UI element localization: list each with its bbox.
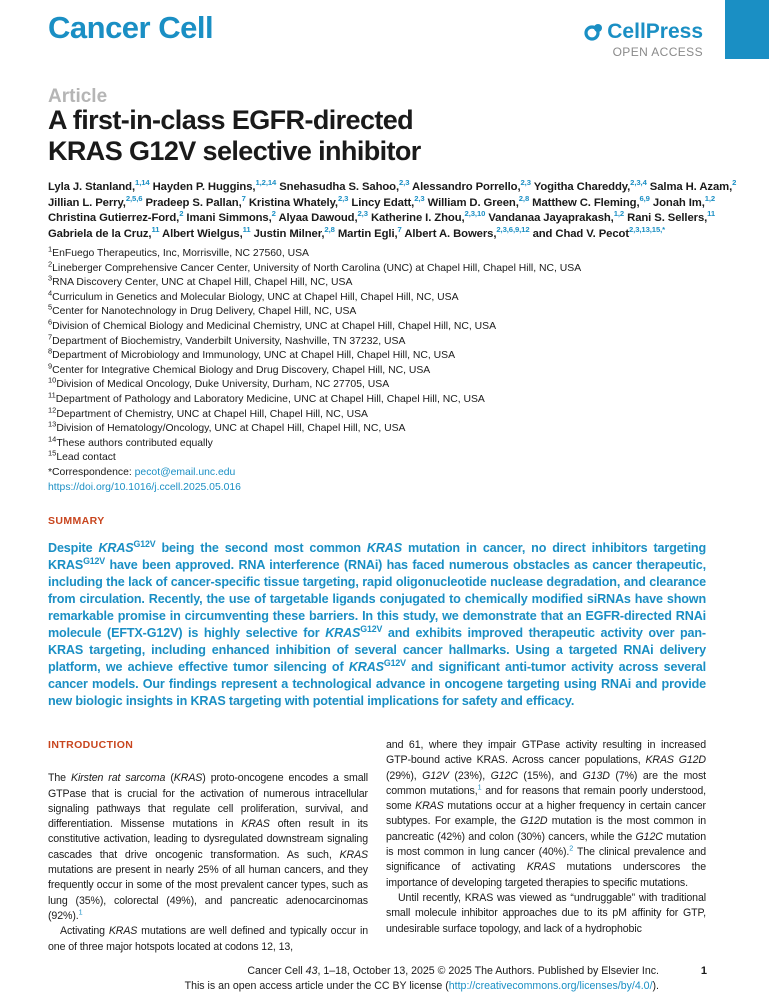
correspondence-label: *Correspondence: bbox=[48, 466, 135, 478]
affiliation-text: Lead contact bbox=[56, 452, 116, 464]
author-name[interactable]: William D. Green, bbox=[427, 196, 519, 209]
author-name[interactable]: Lincy Edatt, bbox=[351, 196, 415, 209]
body-column-right bbox=[386, 738, 706, 937]
author-list bbox=[48, 180, 738, 242]
affiliation-text: RNA Discovery Center, UNC at Chapel Hill, Chapel Hill, NC, USA bbox=[52, 277, 353, 289]
affiliation-number: 5 bbox=[48, 302, 53, 312]
affiliation-number: 4 bbox=[48, 288, 53, 298]
affiliation-text: Center for Nanotechnology in Drug Delivery, Chapel Hill, NC, USA bbox=[52, 306, 357, 318]
author-affiliation-marker[interactable]: 2,3,13,15,* bbox=[629, 224, 666, 234]
affiliation-item bbox=[48, 259, 748, 277]
author-name[interactable]: Kristina Whately, bbox=[248, 196, 338, 209]
body-column-left bbox=[48, 738, 368, 955]
author-name[interactable]: Matthew C. Fleming, bbox=[532, 196, 640, 209]
publisher-logo[interactable] bbox=[584, 20, 703, 59]
affiliation-number: 1 bbox=[48, 244, 53, 254]
author-affiliation-marker[interactable]: 1,2 bbox=[704, 193, 716, 203]
affiliation-item bbox=[48, 302, 748, 320]
affiliation-text: Department of Microbiology and Immunology, UNC at Chapel Hill, Chapel Hill, NC, USA bbox=[52, 350, 456, 362]
cellpress-icon bbox=[584, 22, 604, 42]
affiliation-item bbox=[48, 361, 748, 379]
author-name[interactable]: Vandanaa Jayaprakash, bbox=[488, 212, 614, 224]
affiliation-item bbox=[48, 419, 748, 437]
author-name[interactable]: Albert Wielgus, bbox=[162, 227, 243, 240]
author-affiliation-marker[interactable]: 2 bbox=[732, 178, 737, 188]
author-affiliation-marker[interactable]: 2,8 bbox=[324, 224, 335, 234]
author-affiliation-marker[interactable]: 2 bbox=[271, 209, 276, 219]
affiliation-text: Division of Hematology/Oncology, UNC at Chapel Hill, Chapel Hill, NC, USA bbox=[56, 423, 406, 435]
author-name[interactable]: Albert A. Bowers, bbox=[404, 227, 497, 240]
affiliation-item bbox=[48, 273, 748, 291]
affiliation-number: 9 bbox=[48, 361, 53, 371]
author-name[interactable]: Yogitha Chareddy, bbox=[533, 181, 631, 193]
affiliation-item bbox=[48, 375, 748, 393]
author-name[interactable]: Lyla J. Stanland, bbox=[48, 181, 136, 193]
author-affiliation-marker[interactable]: 2,3,4 bbox=[630, 178, 647, 188]
author-name[interactable]: Salma H. Azam, bbox=[649, 181, 733, 193]
corner-tab bbox=[725, 0, 769, 59]
author-affiliation-marker[interactable]: 2,3,6,9,12 bbox=[496, 224, 530, 234]
affiliation-item bbox=[48, 434, 748, 452]
author-name[interactable]: and Chad V. Pecot bbox=[532, 227, 630, 240]
author-affiliation-marker[interactable]: 2,3 bbox=[414, 193, 425, 203]
summary-text: Despite $KRAS^{G12V}$ being the second most common KRAS mutation in cancer, no direct inhibitors targeting $KRAS^{G12V}$ have been approved. RNA interference (RNAi) has faced numerous obstacles as cancer therapeutic, including the lack of cancer-specific tissue targeting, rapid oligonucleotide nuclease degradation, and clearance from circulation. Recently, the use of targetable ligands conjugated to chemically modified siRNAs have shown remarkable promise in circumventing these barriers. In this study, we demonstrate that an EGFR-directed RNAi molecule (EFTX-G12V) is highly selective for $KRAS^{G12V}$ and exhibits improved therapeutic activity over pan-KRAS targeting, including enhanced inhibition of several cancer hallmarks. Using a targeted RNAi delivery platform, we achieve effective tumor silencing of $KRAS^{G12V}$ and significant anti-tumor activity across several cancer models. Our findings represent a technological advance in oncogene targeting using RNAi and provide new biologic insights in KRAS targeting with potential implications for safety and efficacy. bbox=[48, 538, 707, 708]
correspondence-email-link[interactable]: pecot@email.unc.edu bbox=[134, 466, 236, 478]
author-name[interactable]: Martin Egli, bbox=[337, 227, 398, 240]
reference-link[interactable]: 1 bbox=[477, 782, 482, 792]
article-title-line-1: A first-in-class EGFR-directed bbox=[48, 105, 414, 135]
affiliation-number: 10 bbox=[48, 375, 57, 385]
affiliation-text: These authors contributed equally bbox=[56, 437, 213, 449]
correspondence bbox=[48, 466, 748, 481]
author-affiliation-marker[interactable]: 1,14 bbox=[135, 178, 150, 188]
license-link[interactable]: http://creativecommons.org/licenses/by/4.0/ bbox=[448, 980, 653, 992]
summary-heading: SUMMARY bbox=[48, 515, 105, 527]
affiliation-item bbox=[48, 448, 748, 466]
affiliation-item bbox=[48, 317, 748, 335]
introduction-heading: INTRODUCTION bbox=[48, 739, 134, 751]
reference-link[interactable]: 1 bbox=[78, 907, 83, 917]
author-affiliation-marker[interactable]: 1,2,14 bbox=[255, 178, 277, 188]
author-name[interactable]: Jonah Im, bbox=[652, 196, 705, 209]
author-affiliation-marker[interactable]: 6,9 bbox=[639, 193, 650, 203]
affiliation-item bbox=[48, 346, 748, 364]
author-name[interactable]: Hayden P. Huggins, bbox=[152, 181, 256, 193]
intro-paragraph-2-cont: and 61, where they impair GTPase activity resulting in increased GTP-bound active KRAS. Across cancer populations, KRAS G12D (29%), G12V (23%), G12C (15%), and G13D (7%) are the most common mutations,$^1$ and for reasons that remain poorly understood, some KRAS mutations occur at a higher frequency in certain cancer subtypes. For example, the G12D mutation is the most common in pancreatic (42%) and colon (30%) cancers, while the G12C mutation is most common in lung cancer (40%).$^2$ The clinical prevalence and significance of activating KRAS mutations underscores the importance of developing targeted therapies to specific mutations. bbox=[386, 739, 706, 889]
author-affiliation-marker[interactable]: 7 bbox=[241, 193, 246, 203]
author-affiliation-marker[interactable]: 2,3 bbox=[520, 178, 531, 188]
author-name[interactable]: Rani S. Sellers, bbox=[627, 212, 708, 224]
affiliation-item bbox=[48, 244, 748, 262]
author-name[interactable]: Snehasudha S. Sahoo, bbox=[279, 181, 400, 193]
affiliation-text: Center for Integrative Chemical Biology and Drug Discovery, Chapel Hill, NC, USA bbox=[52, 364, 431, 376]
author-affiliation-marker[interactable]: 2,3,10 bbox=[464, 209, 486, 219]
affiliation-number: 14 bbox=[48, 434, 57, 444]
affiliation-text: Department of Chemistry, UNC at Chapel Hill, Chapel Hill, NC, USA bbox=[56, 408, 368, 420]
journal-title: Cancer Cell bbox=[48, 10, 214, 45]
author-name[interactable]: Justin Milner, bbox=[253, 227, 325, 240]
affiliation-text: Lineberger Comprehensive Cancer Center, University of North Carolina (UNC) at Chapel Hill, Chapel Hill, NC, USA bbox=[52, 262, 582, 274]
affiliation-item bbox=[48, 405, 748, 423]
author-name[interactable]: Jillian L. Perry, bbox=[48, 196, 126, 209]
affiliation-number: 12 bbox=[48, 405, 57, 415]
author-name[interactable]: Alessandro Porrello, bbox=[412, 181, 521, 193]
author-affiliation-marker[interactable]: 2,5,6 bbox=[125, 193, 143, 203]
affiliation-item bbox=[48, 332, 748, 350]
page-number: 1 bbox=[700, 965, 707, 977]
reference-link[interactable]: 2 bbox=[569, 843, 574, 853]
author-affiliation-marker[interactable]: 2,3 bbox=[357, 209, 368, 219]
affiliation-number: 3 bbox=[48, 273, 53, 283]
article-type: Article bbox=[48, 86, 108, 107]
author-affiliation-marker[interactable]: 2 bbox=[179, 209, 184, 219]
publisher-name: CellPress bbox=[607, 20, 703, 43]
affiliation-number: 8 bbox=[48, 346, 53, 356]
footer-license: This is an open access article under the CC BY license (http://creativecommons.org/licenses/by/4.0/). bbox=[184, 980, 659, 992]
affiliation-number: 13 bbox=[48, 419, 57, 429]
intro-paragraph-3: Until recently, KRAS was viewed as “undruggable” with traditional small molecule inhibitor approaches due to its pM affinity for GTP, undesirable surface topology, and lack of a hydrophobic bbox=[386, 891, 706, 935]
affiliation-number: 6 bbox=[48, 317, 53, 327]
affiliation-text: EnFuego Therapeutics, Inc, Morrisville, NC 27560, USA bbox=[52, 248, 309, 259]
doi-link[interactable]: https://doi.org/10.1016/j.ccell.2025.05.016 bbox=[48, 481, 241, 493]
article-title-line-2: KRAS G12V selective inhibitor bbox=[48, 136, 421, 166]
author-name[interactable]: Katherine I. Zhou, bbox=[370, 212, 465, 224]
open-access-label: OPEN ACCESS bbox=[612, 45, 703, 59]
affiliation-number: 11 bbox=[48, 390, 56, 400]
affiliation-text: Division of Chemical Biology and Medicinal Chemistry, UNC at Chapel Hill, Chapel Hill, NC, USA bbox=[52, 320, 497, 332]
author-affiliation-marker[interactable]: 1,2 bbox=[613, 209, 625, 219]
author-name[interactable]: Imani Simmons, bbox=[186, 212, 272, 224]
author-affiliation-marker[interactable]: 11 bbox=[707, 209, 716, 219]
author-name[interactable]: Pradeep S. Pallan, bbox=[145, 196, 242, 209]
affiliation-item bbox=[48, 288, 748, 306]
affiliation-text: Curriculum in Genetics and Molecular Biology, UNC at Chapel Hill, Chapel Hill, NC, USA bbox=[52, 291, 459, 303]
author-affiliation-marker[interactable]: 2,3 bbox=[399, 178, 410, 188]
intro-paragraph-1: The Kirsten rat sarcoma (KRAS) proto-oncogene encodes a small GTPase that is crucial for the activation of numerous intracellular signaling pathways that regulate cell proliferation, survival, and differentiation. Missense mutations in KRAS often result in its constitutive activation, leading to dysregulated downstream signaling cascades that drive oncogenic transformation. As such, KRAS mutations are present in nearly 25% of all human cancers, and they frequently occur in some of the most prevalent cancer types, such as lung (35%), colorectal (49%), and pancreatic adenocarcinomas (92%).$^1$ bbox=[48, 772, 368, 922]
intro-paragraph-2: Activating KRAS mutations are well defined and typically occur in one of three major hotspots located at codons 12, 13, bbox=[48, 925, 368, 953]
affiliation-number: 15 bbox=[48, 448, 57, 458]
affiliation-list bbox=[48, 244, 748, 495]
author-affiliation-marker[interactable]: 11 bbox=[151, 224, 160, 234]
author-name[interactable]: Gabriela de la Cruz, bbox=[48, 227, 152, 240]
affiliation-number: 2 bbox=[48, 259, 53, 269]
author-affiliation-marker[interactable]: 11 bbox=[242, 224, 251, 234]
footer-citation: Cancer Cell 43, 1–18, October 13, 2025 © 2025 The Authors. Published by Elsevier Inc. bbox=[247, 965, 659, 977]
author-name[interactable]: Alyaa Dawoud, bbox=[278, 212, 358, 224]
author-name[interactable]: Christina Gutierrez-Ford, bbox=[48, 212, 180, 224]
author-affiliation-marker[interactable]: 2,3 bbox=[337, 193, 349, 203]
affiliation-text: Department of Pathology and Laboratory Medicine, UNC at Chapel Hill, Chapel Hill, NC, USA bbox=[55, 393, 485, 405]
affiliation-number: 7 bbox=[48, 332, 53, 342]
affiliation-item bbox=[48, 390, 748, 408]
author-affiliation-marker[interactable]: 2,8 bbox=[518, 193, 530, 203]
author-affiliation-marker[interactable]: 7 bbox=[397, 224, 402, 234]
affiliation-text: Division of Medical Oncology, Duke University, Durham, NC 27705, USA bbox=[56, 379, 390, 391]
affiliation-text: Department of Biochemistry, Vanderbilt University, Nashville, TN 37232, USA bbox=[52, 335, 406, 347]
